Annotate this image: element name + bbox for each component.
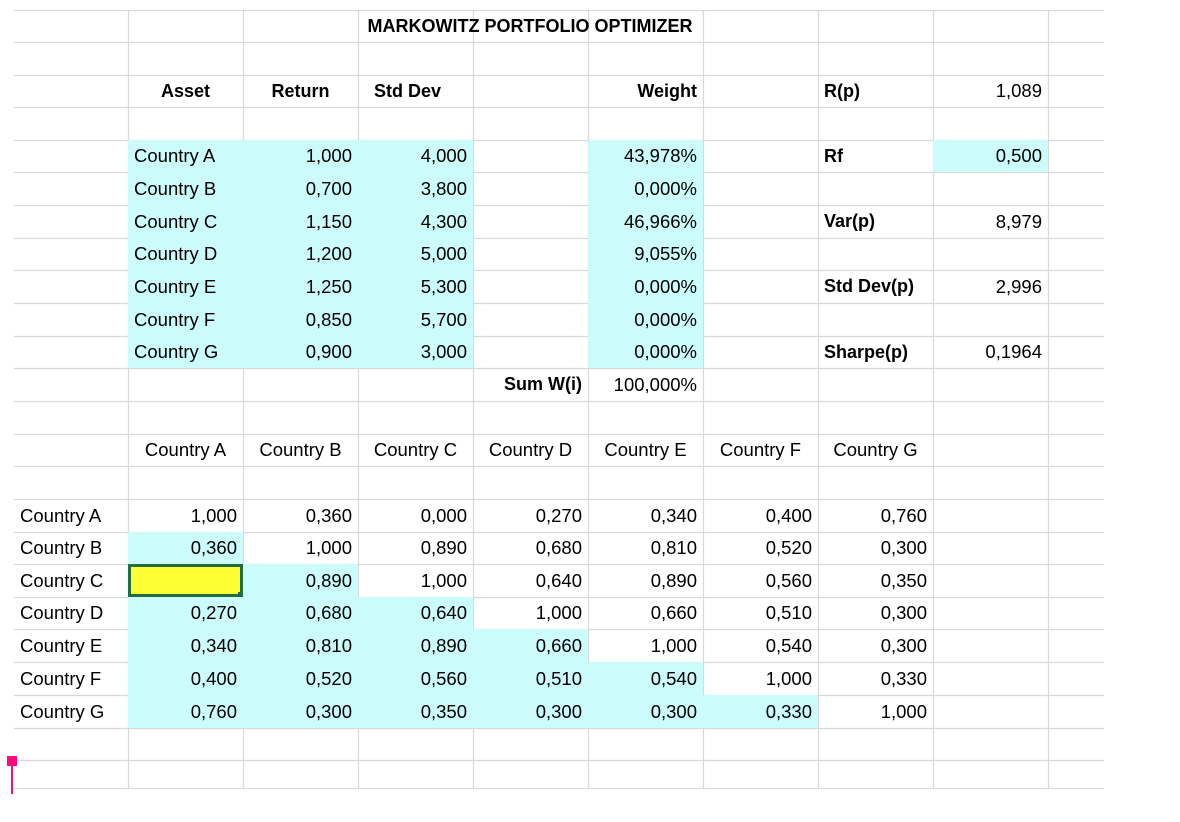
matrix-value-cell[interactable]: 0,340	[128, 629, 243, 662]
stat-value[interactable]: 1,089	[995, 80, 1042, 101]
matrix-column-header[interactable]: Country G	[833, 439, 918, 460]
matrix-value-cell[interactable]: 1,000	[650, 635, 697, 656]
matrix-row-header[interactable]: Country B	[20, 537, 103, 558]
matrix-value-cell[interactable]: 1,000	[420, 570, 467, 591]
asset-name-cell[interactable]: Country A	[128, 140, 243, 172]
asset-name-cell[interactable]: Country E	[128, 270, 243, 303]
matrix-value-cell[interactable]: 1,000	[765, 668, 812, 689]
asset-weight-cell[interactable]: 0,000%	[588, 303, 703, 336]
stat-value[interactable]: 0,500	[933, 140, 1048, 172]
header-return[interactable]: Return	[271, 81, 330, 101]
matrix-value-cell[interactable]: 0,270	[128, 597, 243, 629]
matrix-value-cell[interactable]: 0,510	[473, 662, 588, 695]
matrix-value-cell[interactable]: 1,000	[305, 537, 352, 558]
matrix-value-cell[interactable]: 0,660	[650, 602, 697, 623]
asset-weight-cell[interactable]: 9,055%	[588, 238, 703, 270]
matrix-column-header[interactable]: Country A	[144, 439, 227, 460]
stat-label[interactable]: Rf	[824, 146, 843, 166]
asset-return-cell[interactable]: 1,250	[243, 270, 358, 303]
matrix-value-cell[interactable]: 0,330	[880, 668, 927, 689]
matrix-value-cell[interactable]: 1,000	[880, 701, 927, 722]
matrix-row-header[interactable]: Country C	[20, 570, 104, 591]
matrix-value-cell[interactable]: 0,300	[473, 695, 588, 728]
stat-value[interactable]: 0,1964	[985, 341, 1042, 362]
matrix-value-cell[interactable]: 0,560	[358, 662, 473, 695]
matrix-value-cell[interactable]: 0,400	[128, 662, 243, 695]
matrix-value-cell[interactable]: 0,300	[880, 602, 927, 623]
matrix-value-cell[interactable]: 0,540	[765, 635, 812, 656]
asset-return-cell[interactable]: 1,150	[243, 205, 358, 238]
matrix-column-header[interactable]: Country F	[719, 439, 802, 460]
asset-std-dev-cell[interactable]: 3,000	[358, 336, 473, 368]
asset-name-cell[interactable]: Country D	[128, 238, 243, 270]
header-weight[interactable]: Weight	[637, 81, 697, 101]
stat-value[interactable]: 8,979	[995, 211, 1042, 232]
matrix-value-cell[interactable]: 0,890	[650, 570, 697, 591]
matrix-row-header[interactable]: Country E	[20, 635, 103, 656]
matrix-value-cell[interactable]: 0,890	[420, 537, 467, 558]
asset-weight-cell[interactable]: 46,966%	[588, 205, 703, 238]
matrix-value-cell[interactable]: 0,520	[243, 662, 358, 695]
matrix-value-cell[interactable]: 1,000	[190, 505, 237, 526]
asset-weight-cell[interactable]: 0,000%	[588, 270, 703, 303]
sheet-title: MARKOWITZ PORTFOLIO OPTIMIZER	[367, 16, 693, 36]
header-asset[interactable]: Asset	[160, 81, 211, 101]
matrix-value-cell[interactable]: 0,810	[243, 629, 358, 662]
matrix-value-cell[interactable]: 0,810	[650, 537, 697, 558]
asset-std-dev-cell[interactable]: 5,700	[358, 303, 473, 336]
matrix-value-cell[interactable]: 0,640	[358, 597, 473, 629]
asset-return-cell[interactable]: 1,200	[243, 238, 358, 270]
matrix-value-cell[interactable]: 0,270	[535, 505, 582, 526]
matrix-value-cell[interactable]: 0,350	[358, 695, 473, 728]
matrix-column-header[interactable]: Country D	[488, 439, 573, 460]
sum-weights-value[interactable]: 100,000%	[613, 374, 697, 395]
matrix-value-cell[interactable]: 0,890	[358, 629, 473, 662]
matrix-value-cell[interactable]: 0,890	[243, 564, 358, 597]
matrix-value-cell[interactable]: 0,300	[880, 635, 927, 656]
stat-label[interactable]: Var(p)	[824, 211, 876, 231]
matrix-column-header[interactable]: Country B	[259, 439, 342, 460]
asset-name-cell[interactable]: Country B	[128, 172, 243, 205]
matrix-row-header[interactable]: Country D	[20, 602, 104, 623]
matrix-value-cell[interactable]: 1,000	[535, 602, 582, 623]
asset-return-cell[interactable]: 0,900	[243, 336, 358, 368]
sum-weights-label[interactable]: Sum W(i)	[504, 374, 582, 394]
matrix-column-header[interactable]: Country E	[604, 439, 687, 460]
matrix-value-cell[interactable]: 0,680	[243, 597, 358, 629]
row-cursor-line	[11, 756, 13, 794]
asset-weight-cell[interactable]: 0,000%	[588, 336, 703, 368]
matrix-value-cell[interactable]: 0,350	[880, 570, 927, 591]
asset-return-cell[interactable]: 0,850	[243, 303, 358, 336]
asset-name-cell[interactable]: Country F	[128, 303, 243, 336]
matrix-value-cell[interactable]: 0,540	[588, 662, 703, 695]
asset-std-dev-cell[interactable]: 3,800	[358, 172, 473, 205]
matrix-value-cell[interactable]: 0,510	[765, 602, 812, 623]
stat-label[interactable]: Sharpe(p)	[824, 342, 909, 362]
matrix-value-cell[interactable]: 0,000	[420, 505, 467, 526]
matrix-value-cell[interactable]: 0,300	[243, 695, 358, 728]
matrix-row-header[interactable]: Country G	[20, 701, 105, 722]
matrix-value-cell[interactable]: 0,400	[765, 505, 812, 526]
selected-cell[interactable]	[128, 564, 243, 597]
asset-name-cell[interactable]: Country C	[128, 205, 243, 238]
matrix-value-cell[interactable]: 0,360	[305, 505, 352, 526]
matrix-value-cell[interactable]: 0,330	[703, 695, 818, 728]
asset-std-dev-cell[interactable]: 5,300	[358, 270, 473, 303]
matrix-value-cell[interactable]: 0,760	[128, 695, 243, 728]
matrix-value-cell[interactable]: 0,340	[650, 505, 697, 526]
stat-value[interactable]: 2,996	[995, 276, 1042, 297]
matrix-value-cell[interactable]: 0,760	[880, 505, 927, 526]
asset-weight-cell[interactable]: 43,978%	[588, 140, 703, 172]
asset-std-dev-cell[interactable]: 4,000	[358, 140, 473, 172]
matrix-column-header[interactable]: Country C	[373, 439, 458, 460]
matrix-value-cell[interactable]: 0,640	[535, 570, 582, 591]
stat-label[interactable]: R(p)	[824, 81, 860, 101]
asset-return-cell[interactable]: 0,700	[243, 172, 358, 205]
matrix-value-cell[interactable]: 0,300	[588, 695, 703, 728]
asset-weight-cell[interactable]: 0,000%	[588, 172, 703, 205]
matrix-value-cell[interactable]: 0,360	[128, 532, 243, 564]
asset-return-cell[interactable]: 1,000	[243, 140, 358, 172]
matrix-value-cell[interactable]: 0,520	[765, 537, 812, 558]
asset-name-cell[interactable]: Country G	[128, 336, 243, 368]
matrix-value-cell[interactable]: 0,300	[880, 537, 927, 558]
asset-std-dev-cell[interactable]: 5,000	[358, 238, 473, 270]
stat-label[interactable]: Std Dev(p)	[824, 276, 914, 296]
header-std-dev[interactable]: Std Dev	[374, 81, 442, 101]
asset-std-dev-cell[interactable]: 4,300	[358, 205, 473, 238]
matrix-value-cell[interactable]: 0,660	[473, 629, 588, 662]
matrix-row-header[interactable]: Country A	[20, 505, 102, 526]
matrix-value-cell[interactable]: 0,560	[765, 570, 812, 591]
matrix-row-header[interactable]: Country F	[20, 668, 102, 689]
matrix-value-cell[interactable]: 0,680	[535, 537, 582, 558]
